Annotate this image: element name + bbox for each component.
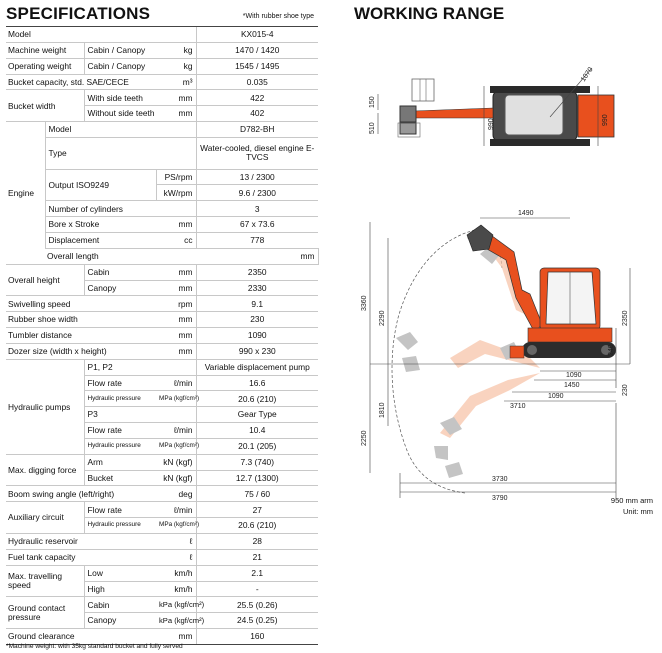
- dim-990-left: 990: [488, 118, 495, 130]
- arm-note: 950 mm arm: [610, 496, 653, 505]
- dim-3360: 3360: [361, 295, 368, 311]
- spec-row-pump-p12: Hydraulic pumps P1, P2 Variable displacement pump: [6, 359, 318, 375]
- working-range-diagram: [330, 28, 660, 508]
- spec-row-pressure-canopy: Canopy kPa (kgf/cm²) 24.5 (0.25): [6, 613, 318, 629]
- dim-3790: 3790: [492, 495, 508, 502]
- spec-row-fuel-tank: Fuel tank capacity ℓ 21: [6, 549, 318, 565]
- spec-row-hydraulic-reservoir: Hydraulic reservoir ℓ 28: [6, 534, 318, 550]
- dim-240: 240: [608, 344, 615, 356]
- spec-row-bucket-capacity: Bucket capacity, std. SAE/CECE m³ 0.035: [6, 74, 318, 90]
- spec-row-engine-type: Type Water-cooled, diesel engine E-TVCS: [6, 137, 318, 169]
- dim-3730: 3730: [492, 476, 508, 483]
- dim-1090-upper: 1090: [566, 372, 582, 379]
- spec-row-machine-weight: Machine weight Cabin / Canopy kg 1470 / 1420: [6, 42, 318, 58]
- unit-note: Unit: mm: [623, 507, 653, 516]
- spec-row-tumbler-distance: Tumbler distance mm 1090: [6, 328, 318, 344]
- spec-row-aux-pressure: Hydraulic pressure MPa (kgf/cm²) 20.6 (210): [6, 518, 318, 534]
- specifications-table: [6, 26, 318, 645]
- spec-row-digging-bucket: Bucket kN (kgf) 12.7 (1300): [6, 470, 318, 486]
- dim-3710: 3710: [510, 403, 526, 410]
- dim-1490: 1490: [518, 210, 534, 217]
- spec-row-pump-pressure3: Hydraulic pressure MPa (kgf/cm²) 20.1 (205): [6, 438, 318, 454]
- spec-row-digging-arm: Max. digging force Arm kN (kgf) 7.3 (740): [6, 454, 318, 470]
- spec-row-pump-pressure1: Hydraulic pressure MPa (kgf/cm²) 20.6 (210): [6, 391, 318, 407]
- machine-weight-footnote: *Machine weight: with 35kg standard bucket and fully served: [6, 643, 183, 650]
- spec-row-pump-flow3: Flow rate ℓ/min 10.4: [6, 423, 318, 439]
- dim-2350: 2350: [622, 310, 629, 326]
- spec-row-boom-swing: Boom swing angle (left/right) deg 75 / 60: [6, 486, 318, 502]
- specifications-title: SPECIFICATIONS: [6, 4, 151, 23]
- spec-row-operating-weight: Operating weight Cabin / Canopy kg 1545 / 1495: [6, 58, 318, 74]
- spec-row-bucket-width-without: Without side teeth mm 402: [6, 106, 318, 122]
- rubber-shoe-note: *With rubber shoe type: [242, 13, 314, 20]
- specifications-header: [6, 4, 318, 24]
- spec-row-pump-flow1: Flow rate ℓ/min 16.6: [6, 375, 318, 391]
- side-view-excavator-drawing: [467, 225, 616, 358]
- spec-row-dozer-size: Dozer size (width x height) mm 990 x 230: [6, 343, 318, 359]
- working-range-title: WORKING RANGE: [354, 4, 505, 23]
- dim-150: 150: [369, 96, 376, 108]
- spec-row-engine-model: Engine Model D782-BH: [6, 122, 318, 138]
- dim-230: 230: [622, 384, 629, 396]
- spec-row-model: Model KX015-4: [6, 27, 318, 43]
- spec-row-overall-length: Overall length mm: [6, 248, 318, 264]
- dim-2250: 2250: [361, 430, 368, 446]
- dim-990-right: 990: [602, 114, 609, 126]
- spec-row-overall-height-cabin: Overall height Cabin mm 2350: [6, 264, 318, 280]
- spec-row-engine-cylinders: Number of cylinders 3: [6, 201, 318, 217]
- dim-1450: 1450: [564, 382, 580, 389]
- top-view-excavator-drawing: [398, 79, 614, 146]
- dim-510: 510: [369, 122, 376, 134]
- spec-row-engine-displacement: Displacement cc 778: [6, 232, 318, 248]
- spec-row-aux-flow: Auxiliary circuit Flow rate ℓ/min 27: [6, 502, 318, 518]
- spec-row-swivelling-speed: Swivelling speed rpm 9.1: [6, 296, 318, 312]
- spec-row-overall-height-canopy: Canopy mm 2330: [6, 280, 318, 296]
- dim-1090-lower: 1090: [548, 393, 564, 400]
- dim-1070: 1070: [579, 66, 595, 84]
- spec-row-ground-clearance: Ground clearance mm 160: [6, 629, 318, 645]
- spec-row-pump-p3: P3 Gear Type: [6, 407, 318, 423]
- spec-row-pressure-cabin: Ground contact pressure Cabin kPa (kgf/cm²) 25.5 (0.26): [6, 597, 318, 613]
- dim-2290: 2290: [379, 310, 386, 326]
- spec-row-rubber-shoe-width: Rubber shoe width mm 230: [6, 312, 318, 328]
- spec-row-travel-low: Max. travelling speed Low km/h 2.1: [6, 565, 318, 581]
- spec-row-engine-output-ps: Output ISO9249 PS/rpm 13 / 2300: [6, 169, 318, 185]
- dim-1810: 1810: [379, 402, 386, 418]
- spec-row-engine-output-kw: kW/rpm 9.6 / 2300: [6, 185, 318, 201]
- spec-row-travel-high: High km/h -: [6, 581, 318, 597]
- spec-row-bucket-width-with: Bucket width With side teeth mm 422: [6, 90, 318, 106]
- spec-row-engine-bore: Bore x Stroke mm 67 x 73.6: [6, 217, 318, 233]
